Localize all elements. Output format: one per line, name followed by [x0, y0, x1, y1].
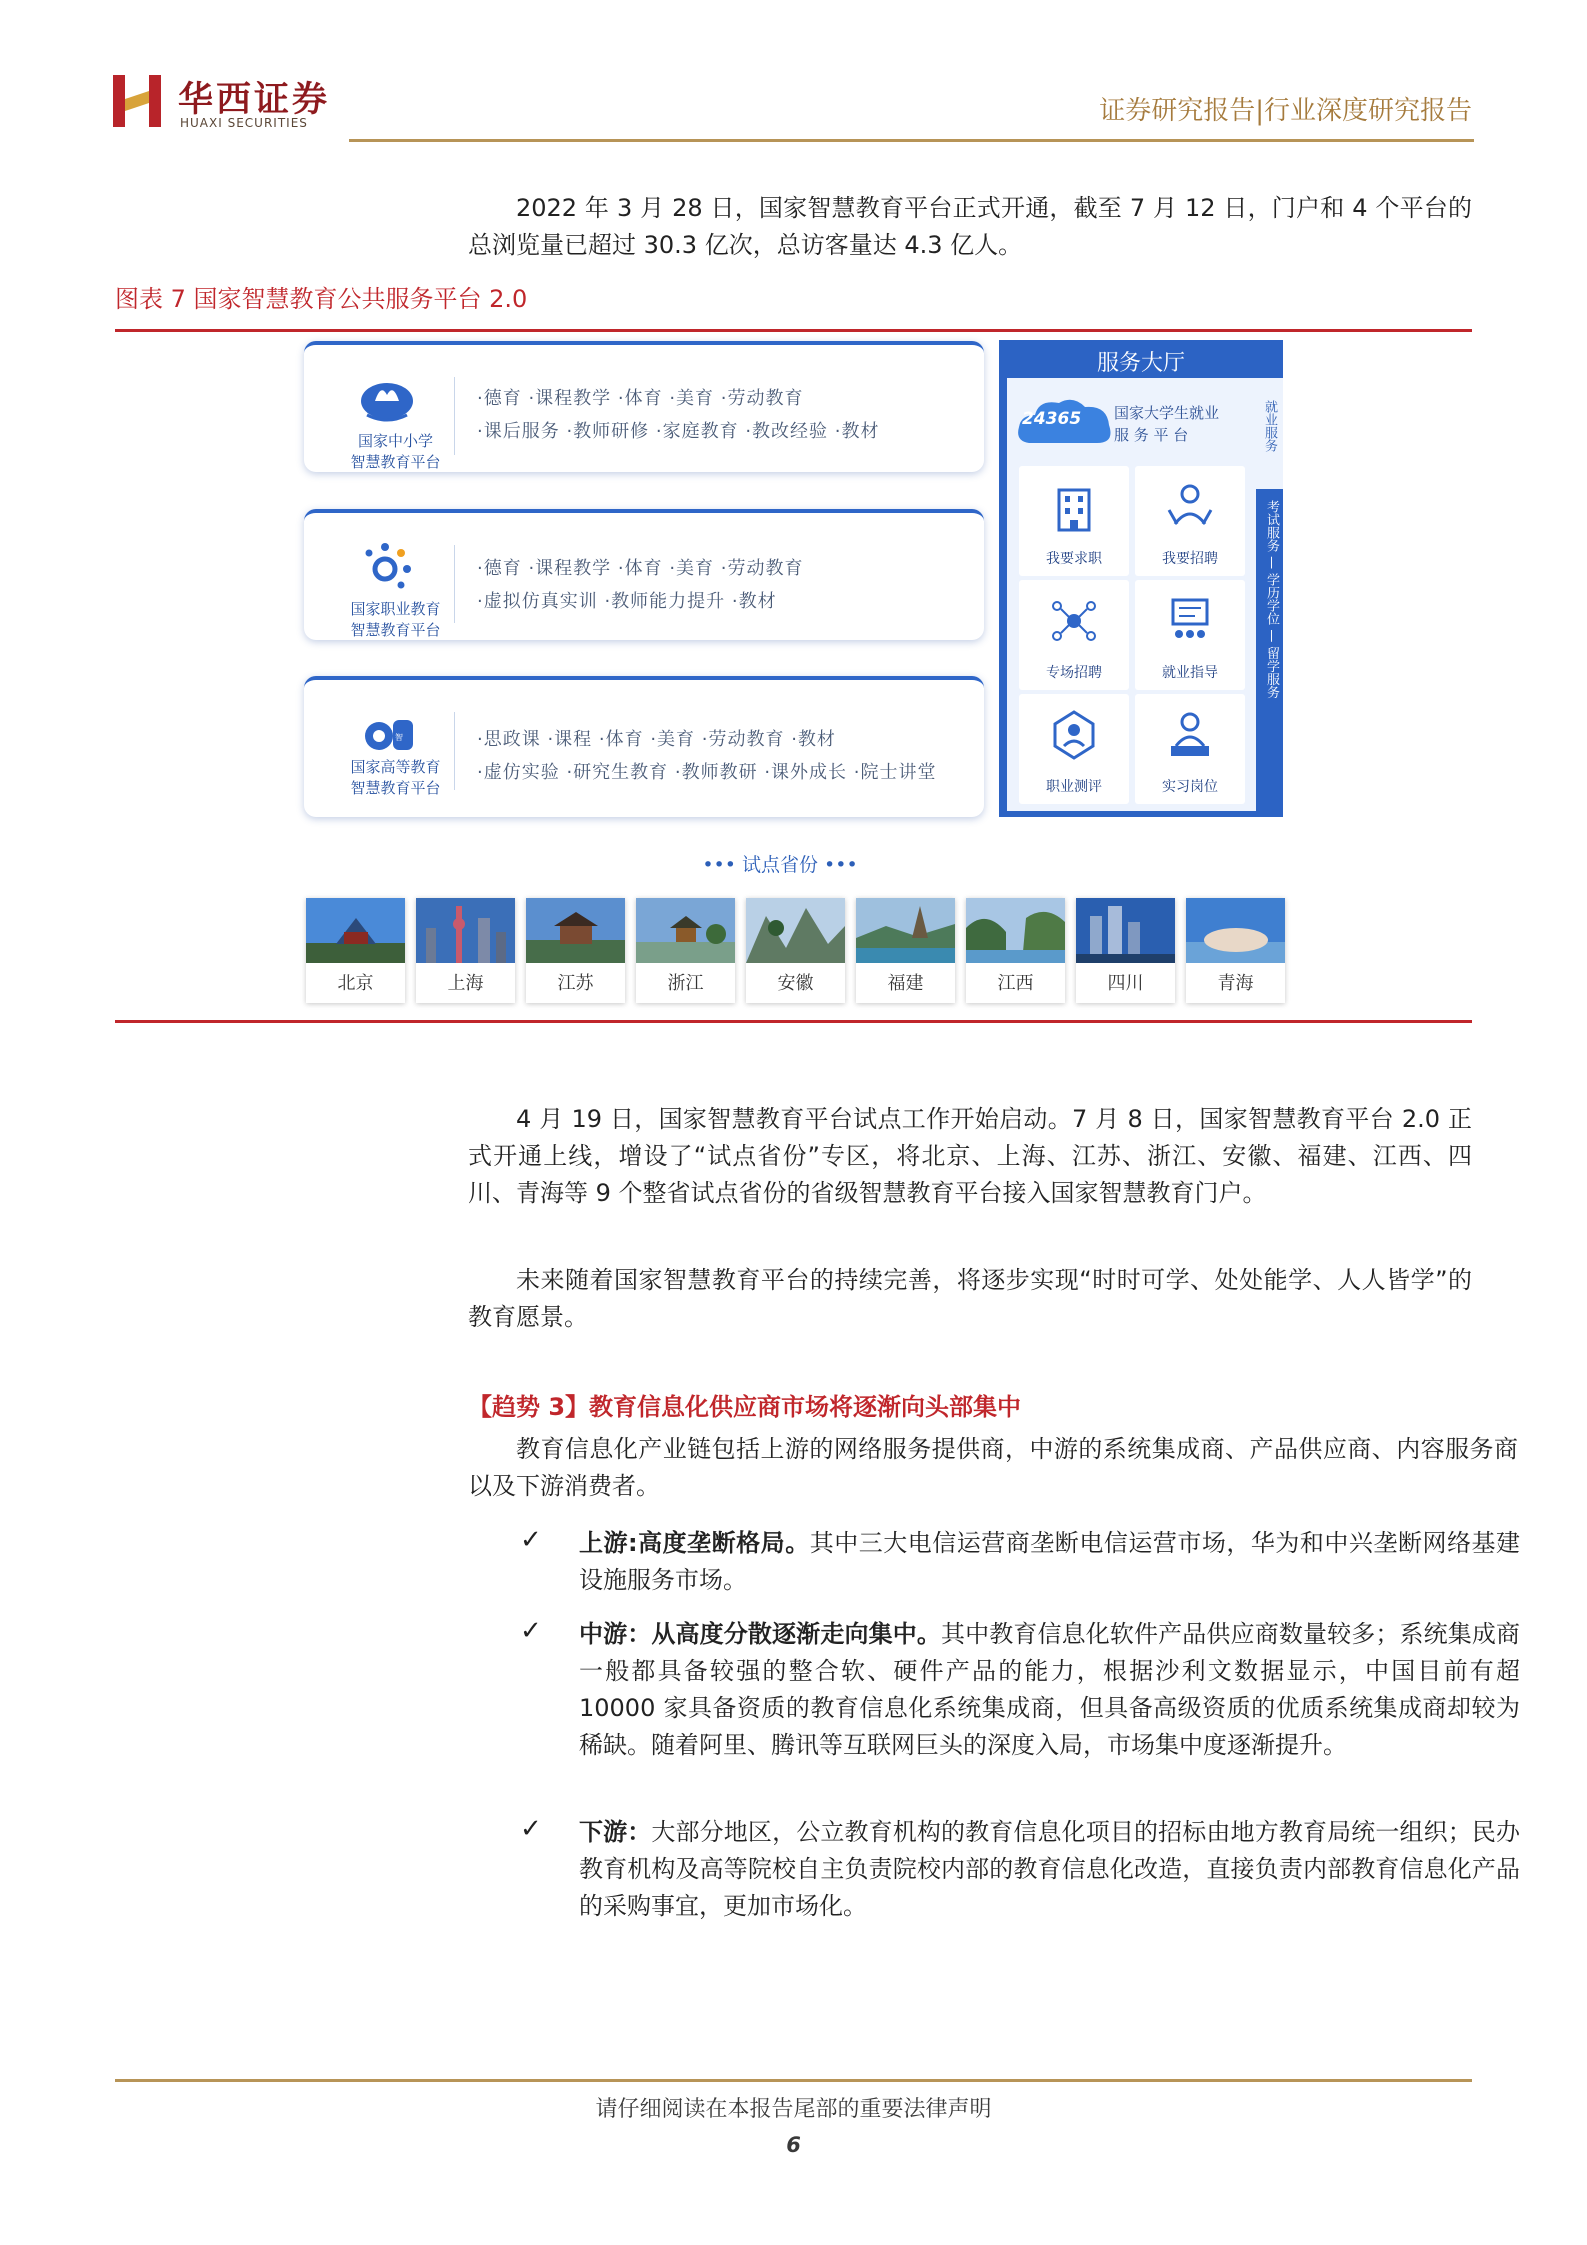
- tile-special-recruitment[interactable]: 专场招聘: [1019, 580, 1129, 690]
- logo-name-en: HUAXI SECURITIES: [180, 116, 308, 130]
- platform-card-higher-ed: [304, 676, 984, 817]
- jiangsu-photo: [526, 898, 625, 963]
- pilot-provinces-title: ••• 试点省份 •••: [702, 854, 858, 876]
- platform-features-line-2: ·虚拟仿真实训 ·教师能力提升 ·教材: [477, 591, 777, 612]
- vocational-platform-logo-icon: [357, 539, 417, 593]
- platform-name: 国家中小学 智慧教育平台: [350, 432, 441, 471]
- person-at-desk-icon: [1165, 708, 1215, 763]
- handshake-people-icon: [1165, 480, 1215, 535]
- figure-bottom-rule: [115, 1020, 1472, 1023]
- report-type-label: 证券研究报告|行业深度研究报告: [1099, 96, 1472, 126]
- province-card-jiangsu[interactable]: 江苏: [526, 898, 625, 1003]
- platform-features-line-2: ·虚仿实验 ·研究生教育 ·教师教研 ·课外成长 ·院士讲堂: [477, 762, 937, 783]
- province-card-shanghai[interactable]: 上海: [416, 898, 515, 1003]
- platform-features-line-1: ·德育 ·课程教学 ·体育 ·美育 ·劳动教育: [477, 388, 804, 409]
- province-card-sichuan[interactable]: 四川: [1076, 898, 1175, 1003]
- tile-job-seeking[interactable]: 我要求职: [1019, 466, 1129, 576]
- service-hall-title: 服务大厅: [1096, 351, 1185, 376]
- person-network-icon: [1049, 708, 1099, 763]
- tile-career-assessment[interactable]: 职业测评: [1019, 694, 1129, 804]
- presentation-board-icon: [1165, 594, 1215, 649]
- k12-platform-logo-icon: [357, 371, 417, 425]
- side-tab-employment-label: 就业服务: [1262, 400, 1277, 452]
- intro-paragraph: 2022 年 3 月 28 日，国家智慧教育平台正式开通，截至 7 月 12 日，门户和 4 个平台的总浏览量已超过 30.3 亿次，总访客量达 4.3 亿人。: [468, 194, 1472, 259]
- anhui-photo: [746, 898, 845, 963]
- fujian-photo: [856, 898, 955, 963]
- checkmark-icon: ✓: [520, 1616, 542, 1646]
- header-divider: [349, 139, 1474, 142]
- figure-top-rule: [115, 329, 1472, 332]
- bullet-upstream: 上游:高度垄断格局。其中三大电信运营商垄断电信运营市场，华为和中兴垄断网络基建设施服务市场。: [579, 1529, 1520, 1594]
- logo-name-cn: 华西证券: [178, 80, 331, 120]
- tile-employment-guidance[interactable]: 就业指导: [1135, 580, 1245, 690]
- industry-chain-paragraph: 教育信息化产业链包括上游的网络服务提供商，中游的系统集成商、产品供应商、内容服务商以及下游消费者。: [468, 1435, 1518, 1500]
- platform-card-vocational: [304, 509, 984, 640]
- shanghai-photo: [416, 898, 515, 963]
- bullet-downstream: 下游：大部分地区，公立教育机构的教育信息化项目的招标由地方教育局统一组织；民办教育机构及高等院校自主负责院校内部的教育信息化改造，直接负责内部教育信息化产品的采购事宜，更加市场化。: [579, 1818, 1521, 1920]
- platform-card-k12: [304, 341, 984, 472]
- building-icon: [1049, 480, 1099, 535]
- jiangxi-photo: [966, 898, 1065, 963]
- checkmark-icon: ✓: [520, 1814, 542, 1844]
- province-card-zhejiang[interactable]: 浙江: [636, 898, 735, 1003]
- higher-ed-platform-logo-icon: [357, 706, 417, 760]
- checkmark-icon: ✓: [520, 1525, 542, 1555]
- qinghai-photo: [1186, 898, 1285, 963]
- province-card-anhui[interactable]: 安徽: [746, 898, 845, 1003]
- card-divider: [454, 377, 455, 455]
- province-card-beijing[interactable]: 北京: [306, 898, 405, 1003]
- sichuan-photo: [1076, 898, 1175, 963]
- platform-features-line-2: ·课后服务 ·教师研修 ·家庭教育 ·教改经验 ·教材: [477, 421, 880, 442]
- tile-recruiting[interactable]: 我要招聘: [1135, 466, 1245, 576]
- svg-text:智: 智: [395, 733, 403, 742]
- trend-3-heading: 【趋势 3】教育信息化供应商市场将逐渐向头部集中: [468, 1393, 1022, 1421]
- province-card-jiangxi[interactable]: 江西: [966, 898, 1065, 1003]
- province-card-qinghai[interactable]: 青海: [1186, 898, 1285, 1003]
- platform-name: 国家职业教育 智慧教育平台: [350, 600, 441, 639]
- huaxi-logo-icon: [113, 73, 163, 129]
- legal-disclaimer-note: 请仔细阅读在本报告尾部的重要法律声明: [595, 2097, 992, 2122]
- beijing-photo: [306, 898, 405, 963]
- footer-divider: [115, 2079, 1472, 2082]
- zhejiang-photo: [636, 898, 735, 963]
- tile-internship-positions[interactable]: 实习岗位: [1135, 694, 1245, 804]
- side-tab-exam-degree-study-abroad[interactable]: 考试服务 — 学历学位 — 留学服务: [1264, 500, 1279, 699]
- employment-service-platform-name: 国家大学生就业 服 务 平 台: [1114, 404, 1220, 444]
- network-people-icon: [1049, 594, 1099, 649]
- card-divider: [454, 545, 455, 623]
- badge-24365: 24365: [1022, 409, 1082, 429]
- pilot-paragraph: 4 月 19 日，国家智慧教育平台试点工作开始启动。7 月 8 日，国家智慧教育平台 2.0 正式开通上线，增设了“试点省份”专区，将北京、上海、江苏、浙江、安徽、福建、江西、四川、青海等 9 个整省试点省份的省级智慧教育平台接入国家智慧教育门户。: [468, 1105, 1472, 1207]
- platform-features-line-1: ·德育 ·课程教学 ·体育 ·美育 ·劳动教育: [477, 558, 804, 579]
- province-card-fujian[interactable]: 福建: [856, 898, 955, 1003]
- figure-caption: 图表 7 国家智慧教育公共服务平台 2.0: [115, 285, 528, 313]
- platform-name: 国家高等教育 智慧教育平台: [350, 758, 441, 797]
- future-paragraph: 未来随着国家智慧教育平台的持续完善，将逐步实现“时时可学、处处能学、人人皆学”的教育愿景。: [468, 1266, 1472, 1331]
- platform-features-line-1: ·思政课 ·课程 ·体育 ·美育 ·劳动教育 ·教材: [477, 729, 836, 750]
- bullet-midstream: 中游：从高度分散逐渐走向集中。其中教育信息化软件产品供应商数量较多；系统集成商一般都具备较强的整合软、硬件产品的能力，根据沙利文数据显示，中国目前有超 10000 家具备资质的教育信息化系统集成商，但具备高级资质的优质系统集成商却较为稀缺。随着阿里、腾讯等互联网巨头的深度入局，市场集中度逐渐提升。: [579, 1620, 1521, 1759]
- page-number: 6: [786, 2133, 801, 2157]
- card-divider: [454, 712, 455, 790]
